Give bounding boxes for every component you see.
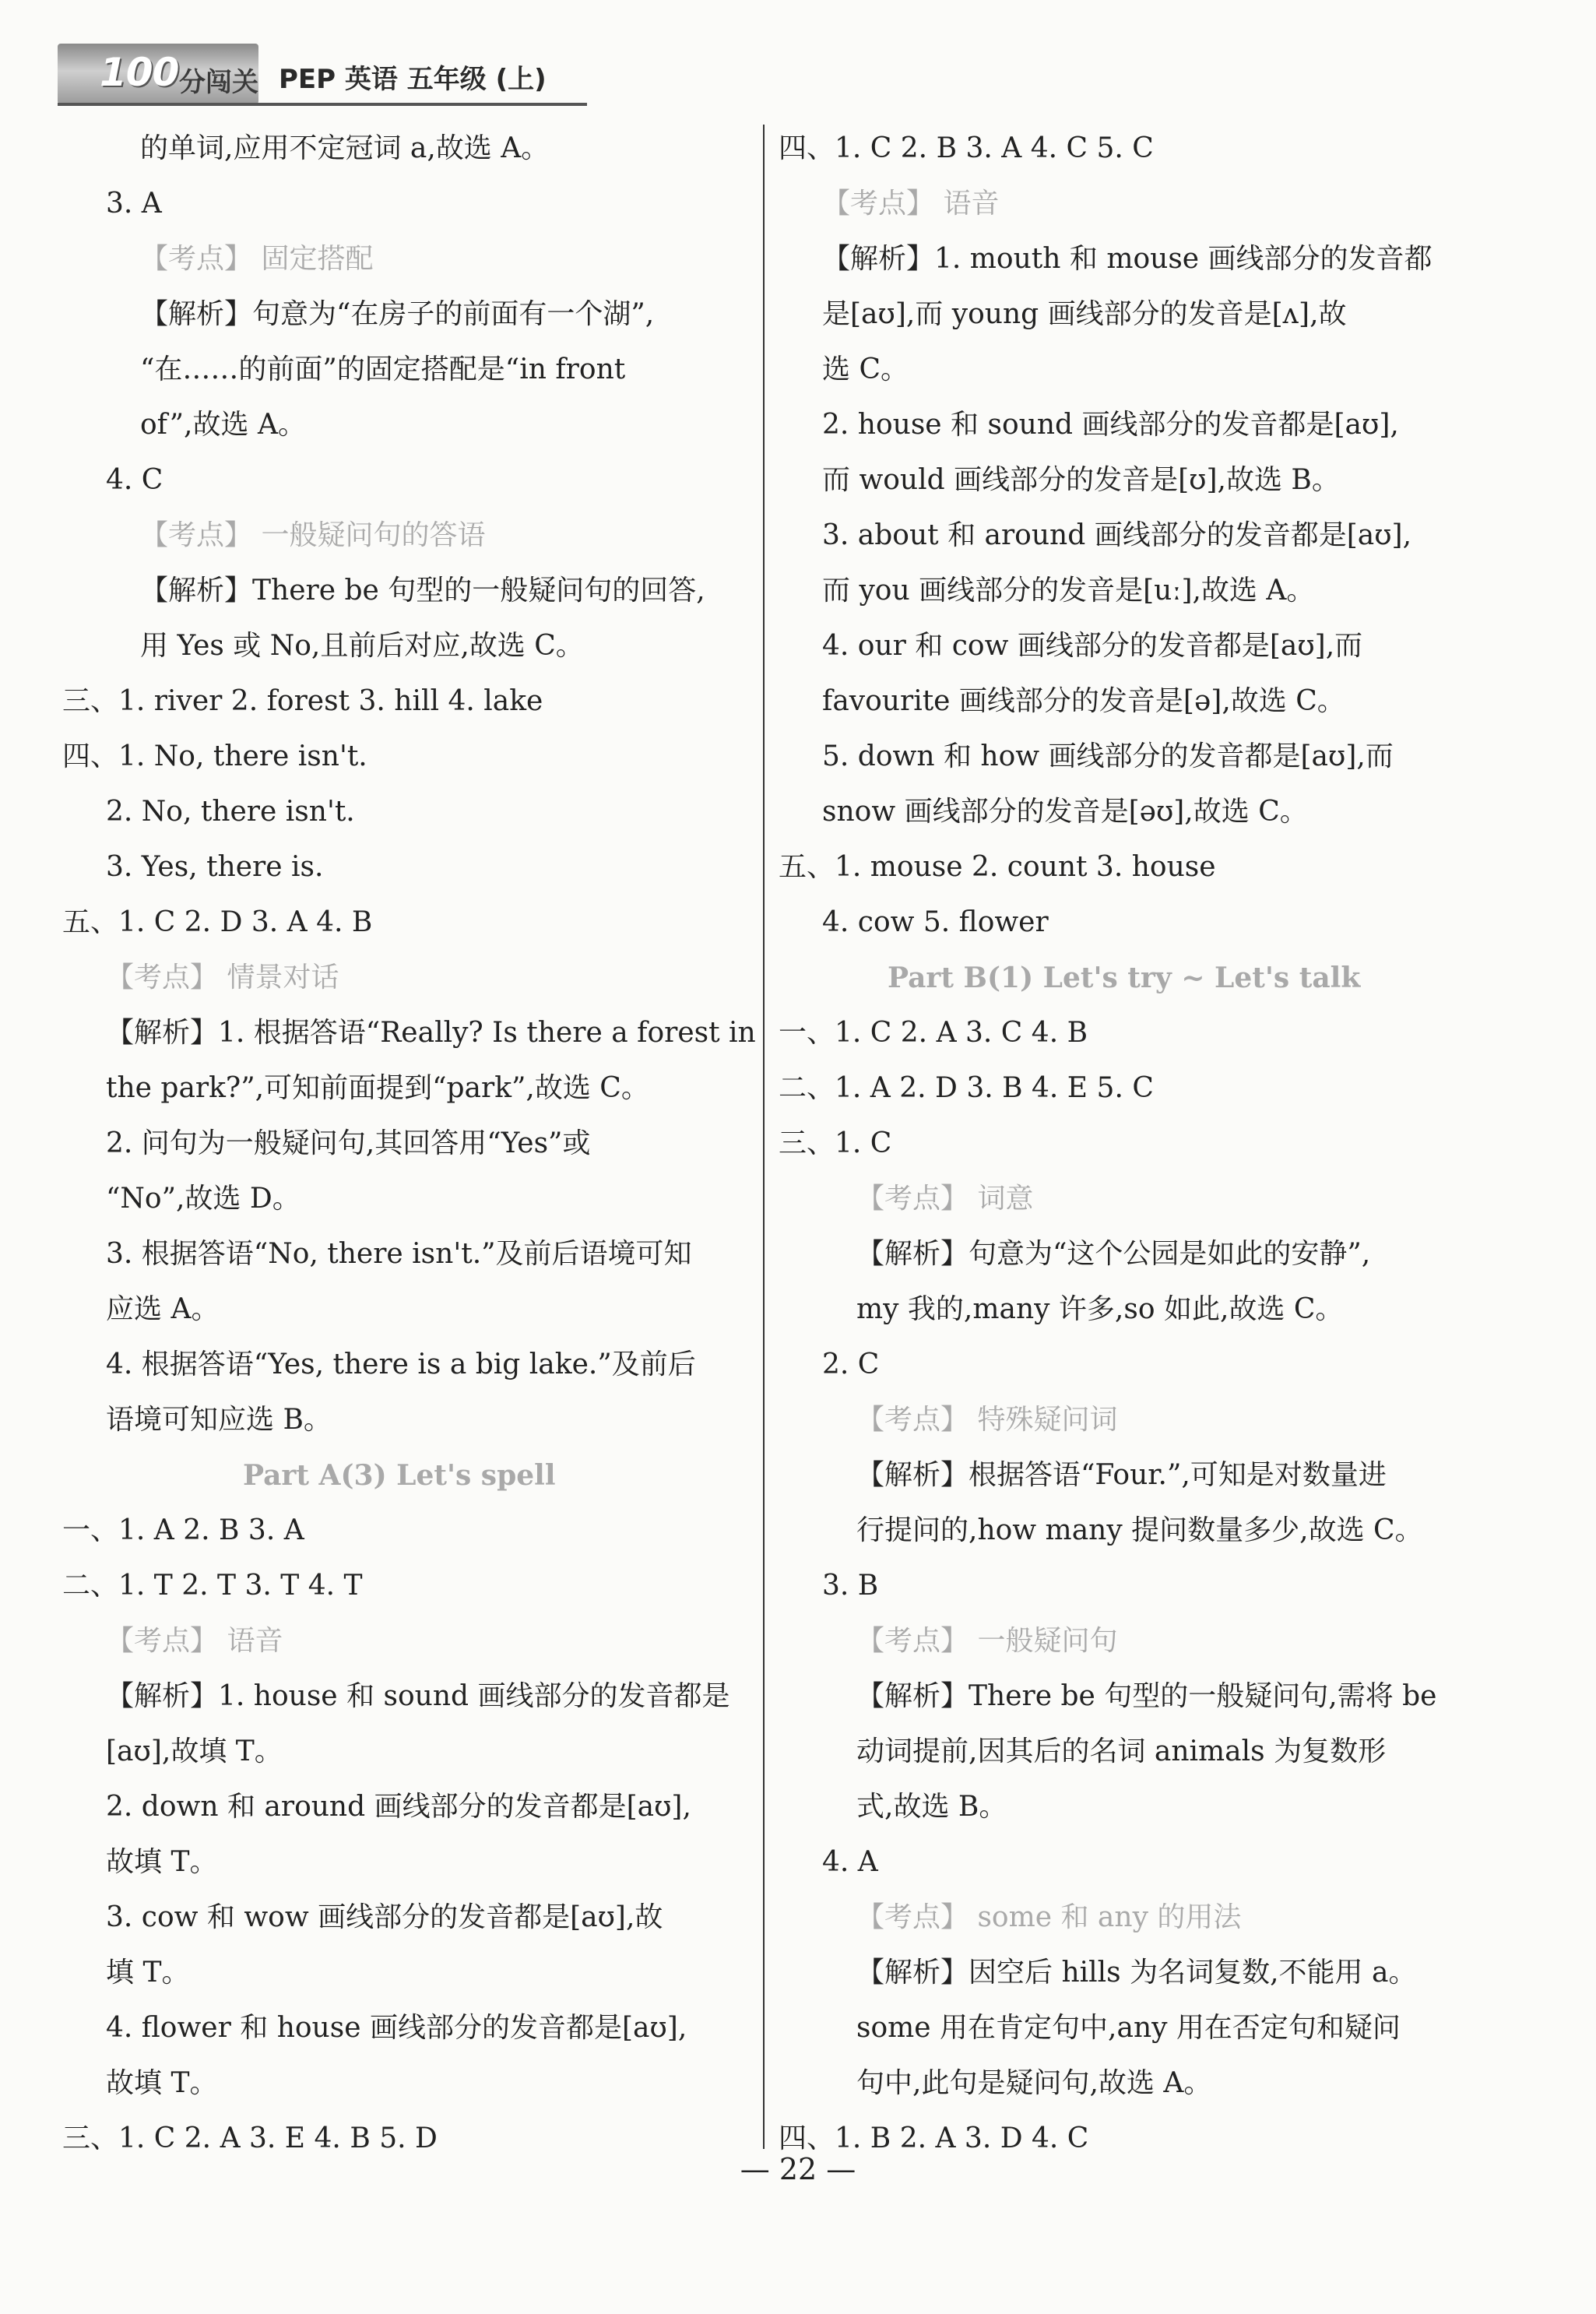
text-line: 4. 根据答语“Yes, there is a big lake.”及前后 [106,1349,696,1380]
section-answers: 三、1. river 2. forest 3. hill 4. lake [62,685,543,717]
text-line: 选 C。 [822,353,909,385]
section-answers: 四、1. C 2. B 3. A 4. C 5. C [779,132,1154,164]
text-line: 语境可知应选 B。 [106,1404,332,1436]
text-line: 应选 A。 [106,1293,220,1325]
text-line: 是[aʊ],而 young 画线部分的发音是[ʌ],故 [822,298,1347,330]
knowledge-point: 【考点】 特殊疑问词 [856,1404,1118,1436]
section-answers: 四、1. B 2. A 3. D 4. C [779,2122,1089,2154]
text-line: 动词提前,因其后的名词 animals 为复数形 [856,1736,1387,1767]
text-line: 故填 T。 [106,1846,218,1878]
question-answer: 3. Yes, there is. [106,851,324,883]
knowledge-point: 【考点】 some 和 any 的用法 [856,1901,1242,1933]
knowledge-point: 【考点】 语音 [106,1625,283,1657]
text-line: 行提问的,how many 提问数量多少,故选 C。 [856,1514,1423,1546]
knowledge-point: 【考点】 一般疑问句 [856,1625,1118,1657]
part-heading: Part A(3) Let's spell [243,1459,556,1492]
analysis-line: 【解析】1. mouth 和 mouse 画线部分的发音都 [822,243,1433,275]
question-answer: 2. C [822,1349,880,1380]
question-answer: 4. C [106,464,163,496]
text-line: favourite 画线部分的发音是[ə],故选 C。 [822,685,1345,717]
analysis-line: 【解析】根据答语“Four.”,可知是对数量进 [856,1459,1387,1491]
analysis-line: 【解析】因空后 hills 为名词复数,不能用 a。 [856,1957,1417,1989]
section-answers: 三、1. C [779,1127,892,1159]
text-line: of”,故选 A。 [140,409,306,441]
text-line: 而 would 画线部分的发音是[ʊ],故选 B。 [822,464,1340,496]
text-line: 3. 根据答语“No, there isn't.”及前后语境可知 [106,1238,692,1270]
header-rule [58,103,587,106]
text-line: “在……的前面”的固定搭配是“in front [140,353,626,385]
analysis-line: 【解析】句意为“在房子的前面有一个湖”, [140,298,655,330]
text-line: 填 T。 [106,1957,190,1989]
text-line: “No”,故选 D。 [106,1183,301,1215]
text-line: snow 画线部分的发音是[əʊ],故选 C。 [822,796,1308,828]
column-divider [763,125,765,2149]
text-line: 2. 问句为一般疑问句,其回答用“Yes”或 [106,1127,591,1159]
knowledge-point: 【考点】 情景对话 [106,962,339,993]
analysis-line: 【解析】1. house 和 sound 画线部分的发音都是 [106,1680,730,1712]
logo-subtitle: 分闯关 [179,67,258,98]
text-line: 句中,此句是疑问句,故选 A。 [856,2067,1212,2099]
page-number: — 22 — [740,2152,856,2186]
knowledge-point: 【考点】 词意 [856,1183,1034,1215]
section-answers: 一、1. A 2. B 3. A [62,1514,304,1546]
section-answers: 五、1. C 2. D 3. A 4. B [62,906,373,938]
analysis-line: 【解析】1. 根据答语“Really? Is there a forest in [106,1017,756,1049]
text-line: 4. flower 和 house 画线部分的发音都是[aʊ], [106,2012,687,2044]
question-answer: 2. No, there isn't. [106,796,355,828]
text-line: 2. down 和 around 画线部分的发音都是[aʊ], [106,1791,691,1823]
question-answer: 3. B [822,1570,879,1602]
text-line: 4. our 和 cow 画线部分的发音都是[aʊ],而 [822,630,1363,662]
text-line: 5. down 和 how 画线部分的发音都是[aʊ],而 [822,740,1394,772]
question-answer: 4. cow 5. flower [822,906,1049,938]
text-line: 2. house 和 sound 画线部分的发音都是[aʊ], [822,409,1399,441]
section-answers: 四、1. No, there isn't. [62,740,367,772]
text-line: 的单词,应用不定冠词 a,故选 A。 [140,132,550,164]
page-header [58,40,587,106]
text-line: 3. cow 和 wow 画线部分的发音都是[aʊ],故 [106,1901,663,1933]
knowledge-point: 【考点】 固定搭配 [140,243,374,275]
text-line: 用 Yes 或 No,且前后对应,故选 C。 [140,630,584,662]
book-title: PEP 英语 五年级 (上) [279,64,547,95]
section-answers: 三、1. C 2. A 3. E 4. B 5. D [62,2122,438,2154]
text-line: some 用在肯定句中,any 用在否定句和疑问 [856,2012,1401,2044]
text-line: 而 you 画线部分的发音是[uː],故选 A。 [822,575,1315,607]
analysis-line: 【解析】There be 句型的一般疑问句的回答, [140,575,705,607]
text-line: 故填 T。 [106,2067,218,2099]
text-line: the park?”,可知前面提到“park”,故选 C。 [106,1072,649,1104]
section-answers: 二、1. T 2. T 3. T 4. T [62,1570,363,1602]
analysis-line: 【解析】句意为“这个公园是如此的安静”, [856,1238,1371,1270]
question-answer: 4. A [822,1846,878,1878]
text-line: [aʊ],故填 T。 [106,1736,283,1767]
text-line: 式,故选 B。 [856,1791,1007,1823]
question-answer: 3. A [106,188,162,220]
knowledge-point: 【考点】 一般疑问句的答语 [140,519,486,551]
text-line: 3. about 和 around 画线部分的发音都是[aʊ], [822,519,1412,551]
section-answers: 二、1. A 2. D 3. B 4. E 5. C [779,1072,1154,1104]
text-line: my 我的,many 许多,so 如此,故选 C。 [856,1293,1344,1325]
section-answers: 一、1. C 2. A 3. C 4. B [779,1017,1088,1049]
logo-number: 100 [100,50,179,95]
section-answers: 五、1. mouse 2. count 3. house [779,851,1216,883]
knowledge-point: 【考点】 语音 [822,188,1000,220]
analysis-line: 【解析】There be 句型的一般疑问句,需将 be [856,1680,1437,1712]
part-heading: Part B(1) Let's try ~ Let's talk [888,962,1361,994]
